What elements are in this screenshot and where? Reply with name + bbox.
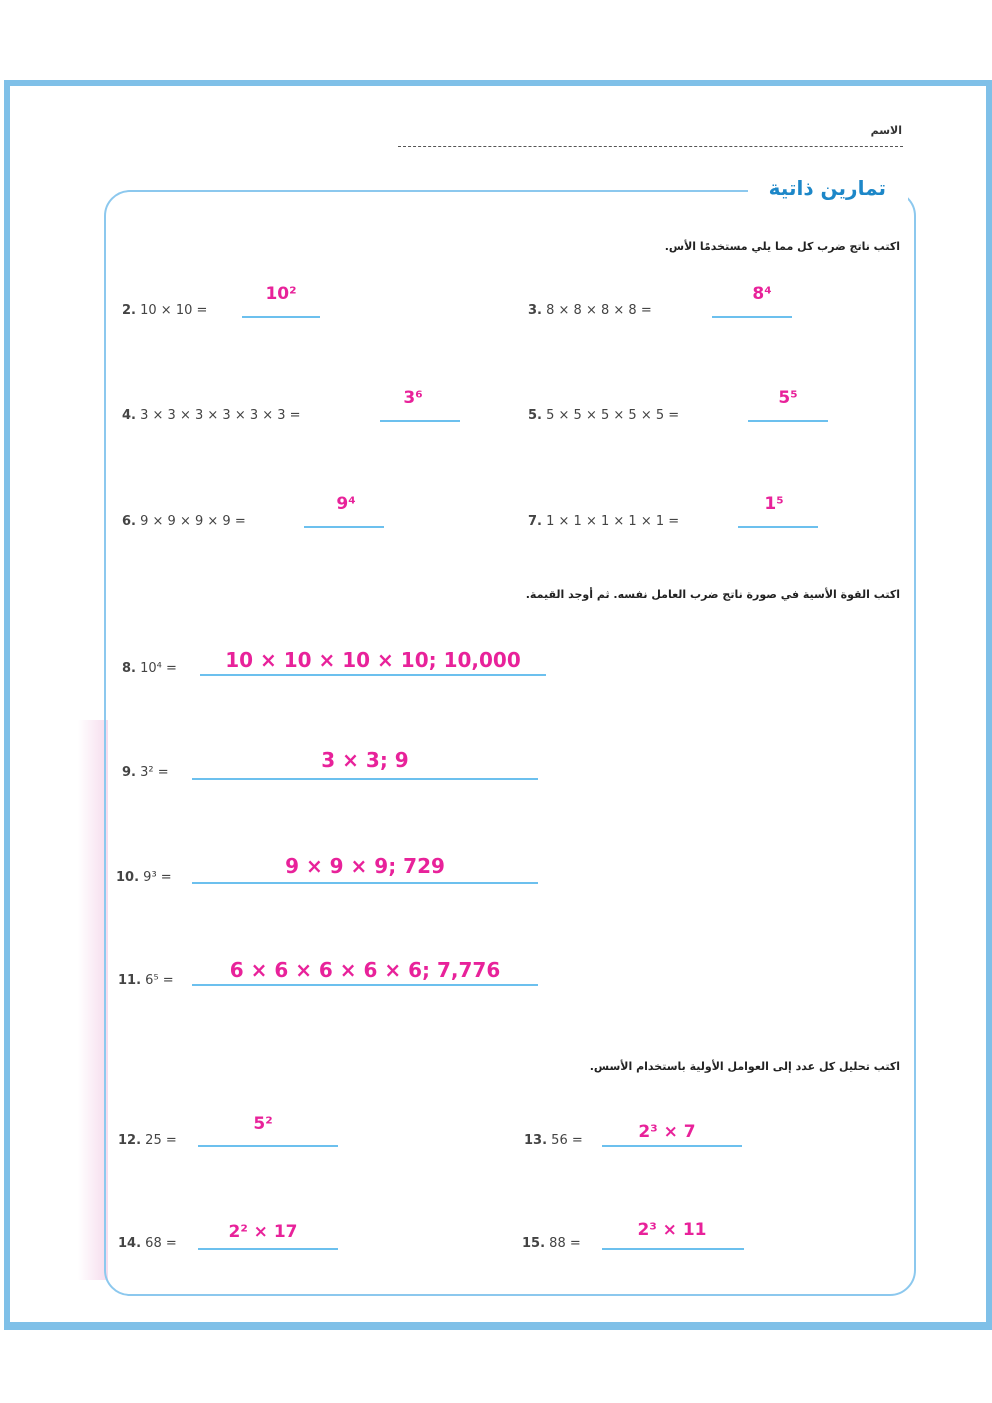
page-title: تمارين ذاتية <box>768 176 886 200</box>
answer-blank[interactable] <box>380 420 460 422</box>
answer-text: 8⁴ <box>752 284 772 304</box>
answer-text: 2³ × 7 <box>638 1122 696 1142</box>
problem-expression: 68 = <box>145 1236 177 1251</box>
answer-blank[interactable] <box>200 674 546 676</box>
answer-blank[interactable] <box>192 882 538 884</box>
problem-expression: 3² = <box>140 765 169 780</box>
answer-text: 9 × 9 × 9; 729 <box>285 854 445 878</box>
answer-text: 10 × 10 × 10 × 10; 10,000 <box>225 648 521 672</box>
problem-6: 6. 9 × 9 × 9 × 9 = <box>122 514 246 529</box>
name-line[interactable] <box>398 146 903 147</box>
answer-blank[interactable] <box>602 1145 742 1147</box>
section1-instruction: اكتب ناتج ضرب كل مما يلي مستخدمًا الأس. <box>664 240 900 253</box>
problem-expression: 9 × 9 × 9 × 9 = <box>140 514 246 529</box>
answer-text: 6 × 6 × 6 × 6 × 6; 7,776 <box>229 958 501 982</box>
problem-2: 2. 10 × 10 = <box>122 303 208 318</box>
problem-expression: 3 × 3 × 3 × 3 × 3 × 3 = <box>140 408 301 423</box>
answer-text: 3⁶ <box>403 388 423 408</box>
problem-expression: 5 × 5 × 5 × 5 × 5 = <box>546 408 680 423</box>
problem-expression: 8 × 8 × 8 × 8 = <box>546 303 652 318</box>
answer-blank[interactable] <box>198 1145 338 1147</box>
problem-8: 8. 10⁴ = <box>122 661 177 676</box>
answer-text: 10² <box>265 284 297 304</box>
problem-expression: 56 = <box>551 1133 583 1148</box>
problem-10: 10. 9³ = <box>116 870 172 885</box>
problem-expression: 1 × 1 × 1 × 1 × 1 = <box>546 514 680 529</box>
answer-text: 5² <box>253 1114 273 1134</box>
answer-text: 1⁵ <box>764 494 784 514</box>
problem-expression: 6⁵ = <box>145 973 174 988</box>
answer-blank[interactable] <box>304 526 384 528</box>
problem-expression: 9³ = <box>143 870 172 885</box>
name-label: الاسم <box>870 124 902 137</box>
answer-text: 9⁴ <box>336 494 356 514</box>
problem-expression: 25 = <box>145 1133 177 1148</box>
answer-blank[interactable] <box>712 316 792 318</box>
problem-expression: 10 × 10 = <box>140 303 208 318</box>
section3-instruction: اكتب تحليل كل عدد إلى العوامل الأولية باستخدام الأسس. <box>589 1060 900 1073</box>
answer-text: 5⁵ <box>778 388 798 408</box>
answer-blank[interactable] <box>192 984 538 986</box>
answer-text: 3 × 3; 9 <box>321 748 409 772</box>
answer-text: 2³ × 11 <box>637 1220 707 1240</box>
problem-7: 7. 1 × 1 × 1 × 1 × 1 = <box>528 514 680 529</box>
problem-14: 14. 68 = <box>118 1236 177 1251</box>
answer-blank[interactable] <box>192 778 538 780</box>
problem-3: 3. 8 × 8 × 8 × 8 = <box>528 303 652 318</box>
problem-12: 12. 25 = <box>118 1133 177 1148</box>
problem-5: 5. 5 × 5 × 5 × 5 × 5 = <box>528 408 680 423</box>
problem-9: 9. 3² = <box>122 765 169 780</box>
problem-11: 11. 6⁵ = <box>118 973 174 988</box>
answer-text: 2² × 17 <box>228 1222 298 1242</box>
problem-expression: 10⁴ = <box>140 661 177 676</box>
answer-blank[interactable] <box>242 316 320 318</box>
answer-blank[interactable] <box>748 420 828 422</box>
answer-blank[interactable] <box>198 1248 338 1250</box>
answer-blank[interactable] <box>602 1248 744 1250</box>
section2-instruction: اكتب القوة الأسية في صورة ناتج ضرب العامل نفسه. ثم أوجد القيمة. <box>525 588 900 601</box>
problem-13: 13. 56 = <box>524 1133 583 1148</box>
problem-4: 4. 3 × 3 × 3 × 3 × 3 × 3 = <box>122 408 301 423</box>
problem-expression: 88 = <box>549 1236 581 1251</box>
problem-15: 15. 88 = <box>522 1236 581 1251</box>
answer-blank[interactable] <box>738 526 818 528</box>
